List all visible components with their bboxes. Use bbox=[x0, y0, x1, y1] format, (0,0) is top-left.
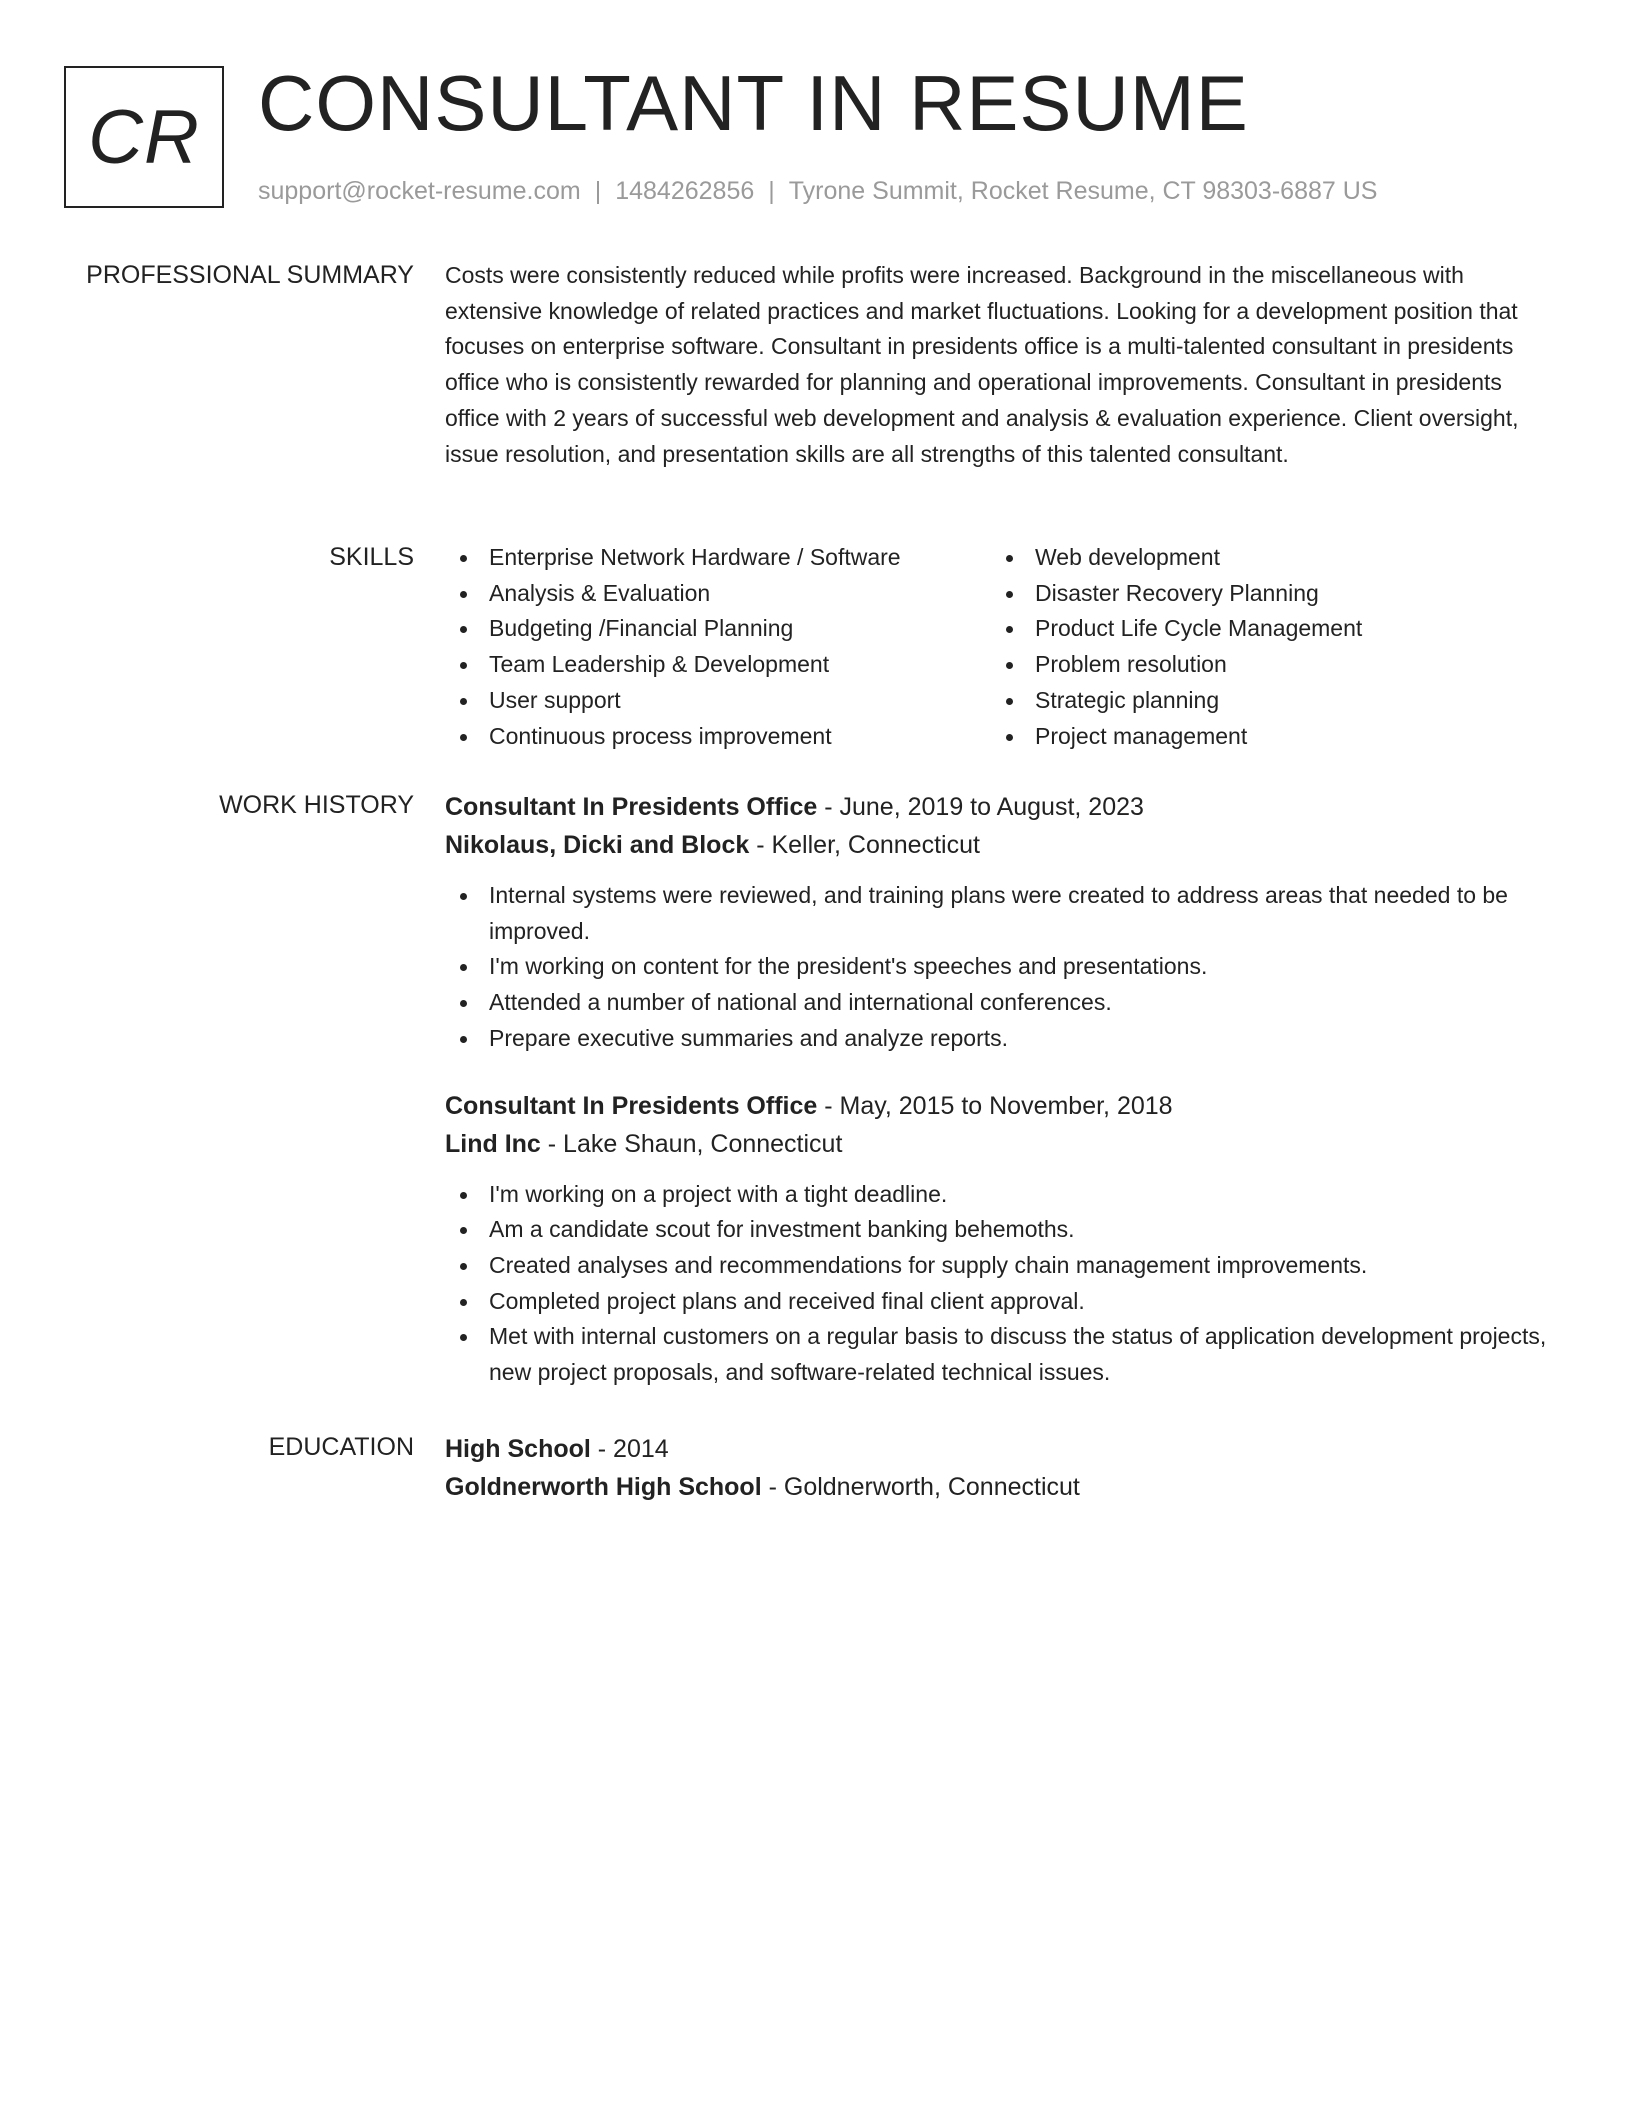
education-degree-line bbox=[445, 1430, 1550, 1468]
skills-column-left bbox=[445, 540, 991, 754]
summary-heading: PROFESSIONAL SUMMARY bbox=[86, 261, 414, 289]
skills-body bbox=[445, 540, 1550, 754]
summary-text: Costs were consistently reduced while profits were increased. Background in the miscellaneous with extensive knowledge of related practices and market fluctuations. Looking for a development position that focuses on enterprise software. Consultant in presidents office is a multi-talented consultant in presidents office who is consistently rewarded for planning and operational improvements. Consultant in presidents office with 2 years of successful web development and analysis & evaluation experience. Client oversight, issue resolution, and presentation skills are all strengths of this talented consultant. bbox=[445, 262, 1519, 467]
contact-phone: 1484262856 bbox=[615, 177, 755, 205]
skill-item: Team Leadership & Development bbox=[445, 647, 991, 683]
skill-item: Budgeting /Financial Planning bbox=[445, 611, 991, 647]
job-company: Lind Inc bbox=[445, 1129, 541, 1158]
contact-email: support@rocket-resume.com bbox=[258, 177, 581, 205]
job-bullets bbox=[445, 878, 1550, 1057]
job-company-line bbox=[445, 1125, 1550, 1163]
skills-column-right bbox=[991, 540, 1537, 754]
job-bullet: Internal systems were reviewed, and training plans were created to address areas that needed to be improved. bbox=[445, 878, 1550, 949]
job-entry bbox=[445, 788, 1550, 1057]
job-location: - Keller, Connecticut bbox=[749, 831, 980, 859]
education-degree: High School bbox=[445, 1435, 591, 1463]
skills-heading: SKILLS bbox=[329, 543, 414, 571]
skills-grid bbox=[445, 540, 1550, 754]
contact-separator: | bbox=[594, 177, 602, 205]
job-dates: - June, 2019 to August, 2023 bbox=[817, 793, 1144, 821]
job-bullet: I'm working on content for the president's speeches and presentations. bbox=[445, 949, 1550, 985]
skill-item: Analysis & Evaluation bbox=[445, 576, 991, 612]
job-company-line bbox=[445, 826, 1550, 864]
job-title: Consultant In Presidents Office bbox=[445, 793, 818, 821]
job-bullet: I'm working on a project with a tight deadline. bbox=[445, 1177, 1550, 1213]
skill-item: Project management bbox=[991, 719, 1537, 755]
skill-item: User support bbox=[445, 683, 991, 719]
education-heading: EDUCATION bbox=[268, 1433, 414, 1461]
job-bullet: Attended a number of national and international conferences. bbox=[445, 985, 1550, 1021]
job-bullet: Prepare executive summaries and analyze reports. bbox=[445, 1021, 1550, 1057]
contact-address: Tyrone Summit, Rocket Resume, CT 98303-6887 US bbox=[788, 177, 1378, 205]
job-dates: - May, 2015 to November, 2018 bbox=[817, 1091, 1173, 1120]
monogram-logo: CR bbox=[64, 66, 224, 208]
skill-item: Continuous process improvement bbox=[445, 719, 991, 755]
skill-item: Problem resolution bbox=[991, 647, 1537, 683]
job-bullets bbox=[445, 1177, 1550, 1391]
work-history-body bbox=[445, 788, 1550, 1391]
work-history-heading: WORK HISTORY bbox=[219, 791, 414, 819]
skill-item: Web development bbox=[991, 540, 1537, 576]
job-bullet: Met with internal customers on a regular basis to discuss the status of application development projects, new project proposals, and software-related technical issues. bbox=[445, 1319, 1550, 1390]
job-title-line bbox=[445, 1087, 1550, 1125]
education-year: - 2014 bbox=[590, 1435, 669, 1463]
job-bullet: Completed project plans and received final client approval. bbox=[445, 1284, 1550, 1320]
education-school: Goldnerworth High School bbox=[445, 1473, 762, 1501]
skill-item: Enterprise Network Hardware / Software bbox=[445, 540, 991, 576]
job-title: Consultant In Presidents Office bbox=[445, 1091, 818, 1120]
job-bullet: Am a candidate scout for investment banking behemoths. bbox=[445, 1212, 1550, 1248]
candidate-name: CONSULTANT IN RESUME bbox=[258, 59, 1249, 147]
skill-item: Strategic planning bbox=[991, 683, 1537, 719]
skill-item: Disaster Recovery Planning bbox=[991, 576, 1537, 612]
job-title-line bbox=[445, 788, 1550, 826]
skill-item: Product Life Cycle Management bbox=[991, 611, 1537, 647]
education-school-line bbox=[445, 1468, 1550, 1506]
summary-body bbox=[445, 258, 1550, 472]
job-location: - Lake Shaun, Connecticut bbox=[540, 1129, 843, 1158]
job-entry bbox=[445, 1087, 1550, 1391]
contact-separator: | bbox=[768, 177, 775, 205]
education-body bbox=[445, 1430, 1550, 1506]
job-bullet: Created analyses and recommendations for supply chain management improvements. bbox=[445, 1248, 1550, 1284]
contact-line bbox=[258, 174, 1377, 208]
job-company: Nikolaus, Dicki and Block bbox=[445, 831, 750, 859]
education-location: - Goldnerworth, Connecticut bbox=[761, 1473, 1080, 1501]
